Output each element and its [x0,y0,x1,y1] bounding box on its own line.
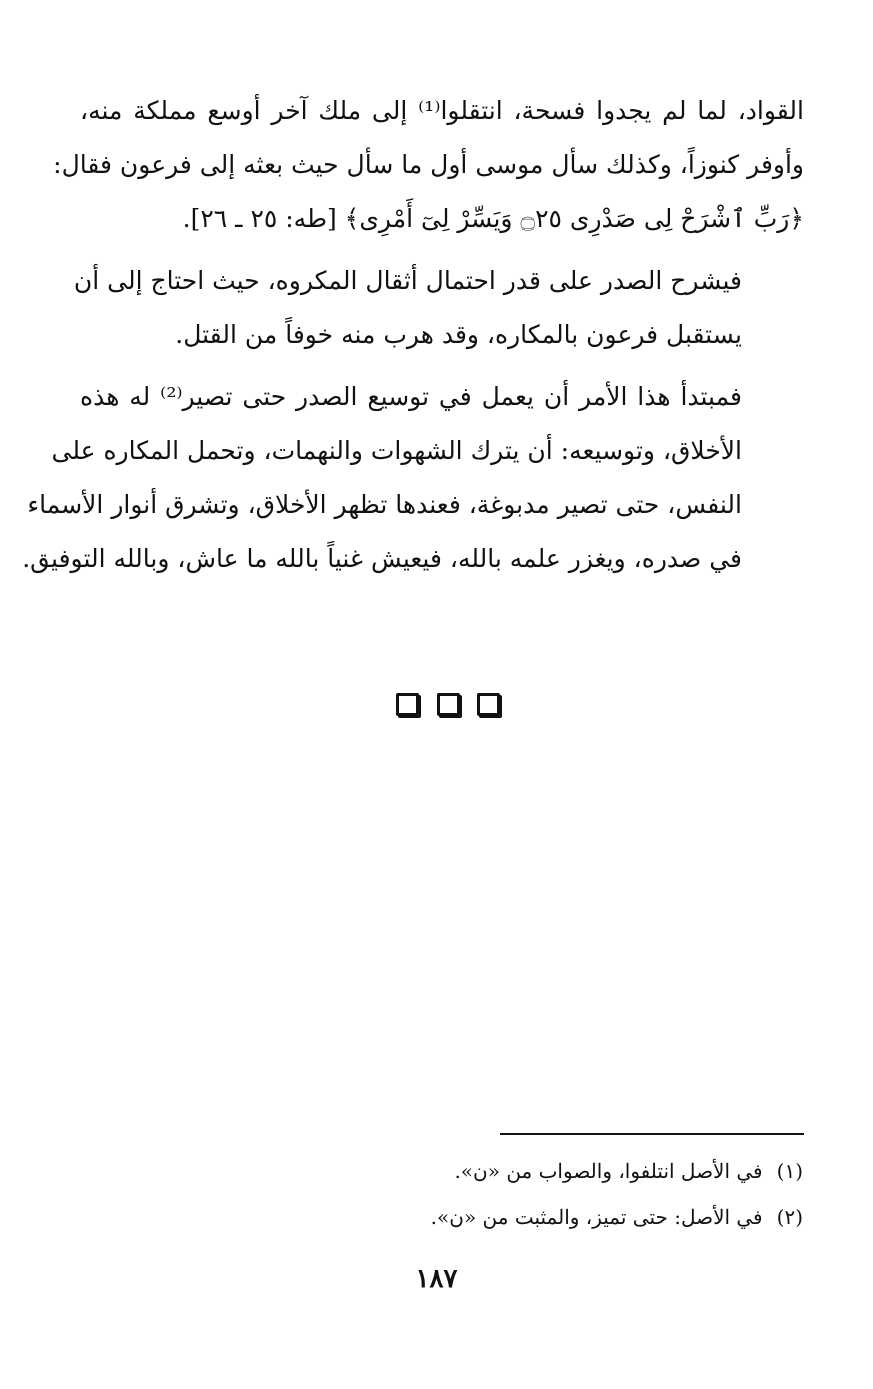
footnote-number: (١) [776,1159,803,1183]
text-line: يستقبل فرعون بالمكاره، وقد هرب منه خوفاً من القتل. [175,320,742,349]
page-number: ١٨٧ [415,1264,458,1294]
footnotes [83,1148,803,1240]
text-line: فيشرح الصدر على قدر احتمال أثقال المكروه، حيث احتاج إلى أن [73,266,742,295]
square-ornament-icon [437,693,460,716]
paragraph-3 [22,370,804,586]
paragraph-1 [53,84,804,246]
section-separator [396,692,500,716]
footnote-text: في الأصل انتلفوا، والصواب من «ن». [454,1159,763,1183]
footnote-number: (٢) [776,1205,803,1229]
paragraph-2 [73,254,804,362]
quran-verse-line: ﴿رَبِّ ٱشْرَحْ لِى صَدْرِى ۝٢٥ وَيَسِّرْ لِىٓ أَمْرِى﴾ [طه: ٢٥ ـ ٢٦]. [182,204,804,233]
text-line: النفس، حتى تصير مدبوغة، فعندها تظهر الأخلاق، وتشرق أنوار الأسماء [27,490,742,519]
footnote-item [83,1148,803,1194]
body-text [22,84,804,594]
text-line: وأوفر كنوزاً، وكذلك سأل موسى أول ما سأل حيث بعثه إلى فرعون فقال: [53,150,804,179]
text-line: في صدره، ويغزر علمه بالله، فيعيش غنياً بالله ما عاش، وبالله التوفيق. [22,544,742,573]
footnote-divider [500,1133,804,1135]
text-line: فمبتدأ هذا الأمر أن يعمل في توسيع الصدر حتى تصير⁽²⁾ له هذه [80,382,742,411]
footnote-item [83,1194,803,1240]
square-ornament-icon [477,693,500,716]
footnote-text: في الأصل: حتى تميز، والمثبت من «ن». [430,1205,763,1229]
square-ornament-icon [396,693,419,716]
text-line: الأخلاق، وتوسيعه: أن يترك الشهوات والنهمات، وتحمل المكاره على [51,436,742,465]
text-line: القواد، لما لم يجدوا فسحة، انتقلوا⁽¹⁾ إلى ملك آخر أوسع مملكة منه، [80,96,804,125]
